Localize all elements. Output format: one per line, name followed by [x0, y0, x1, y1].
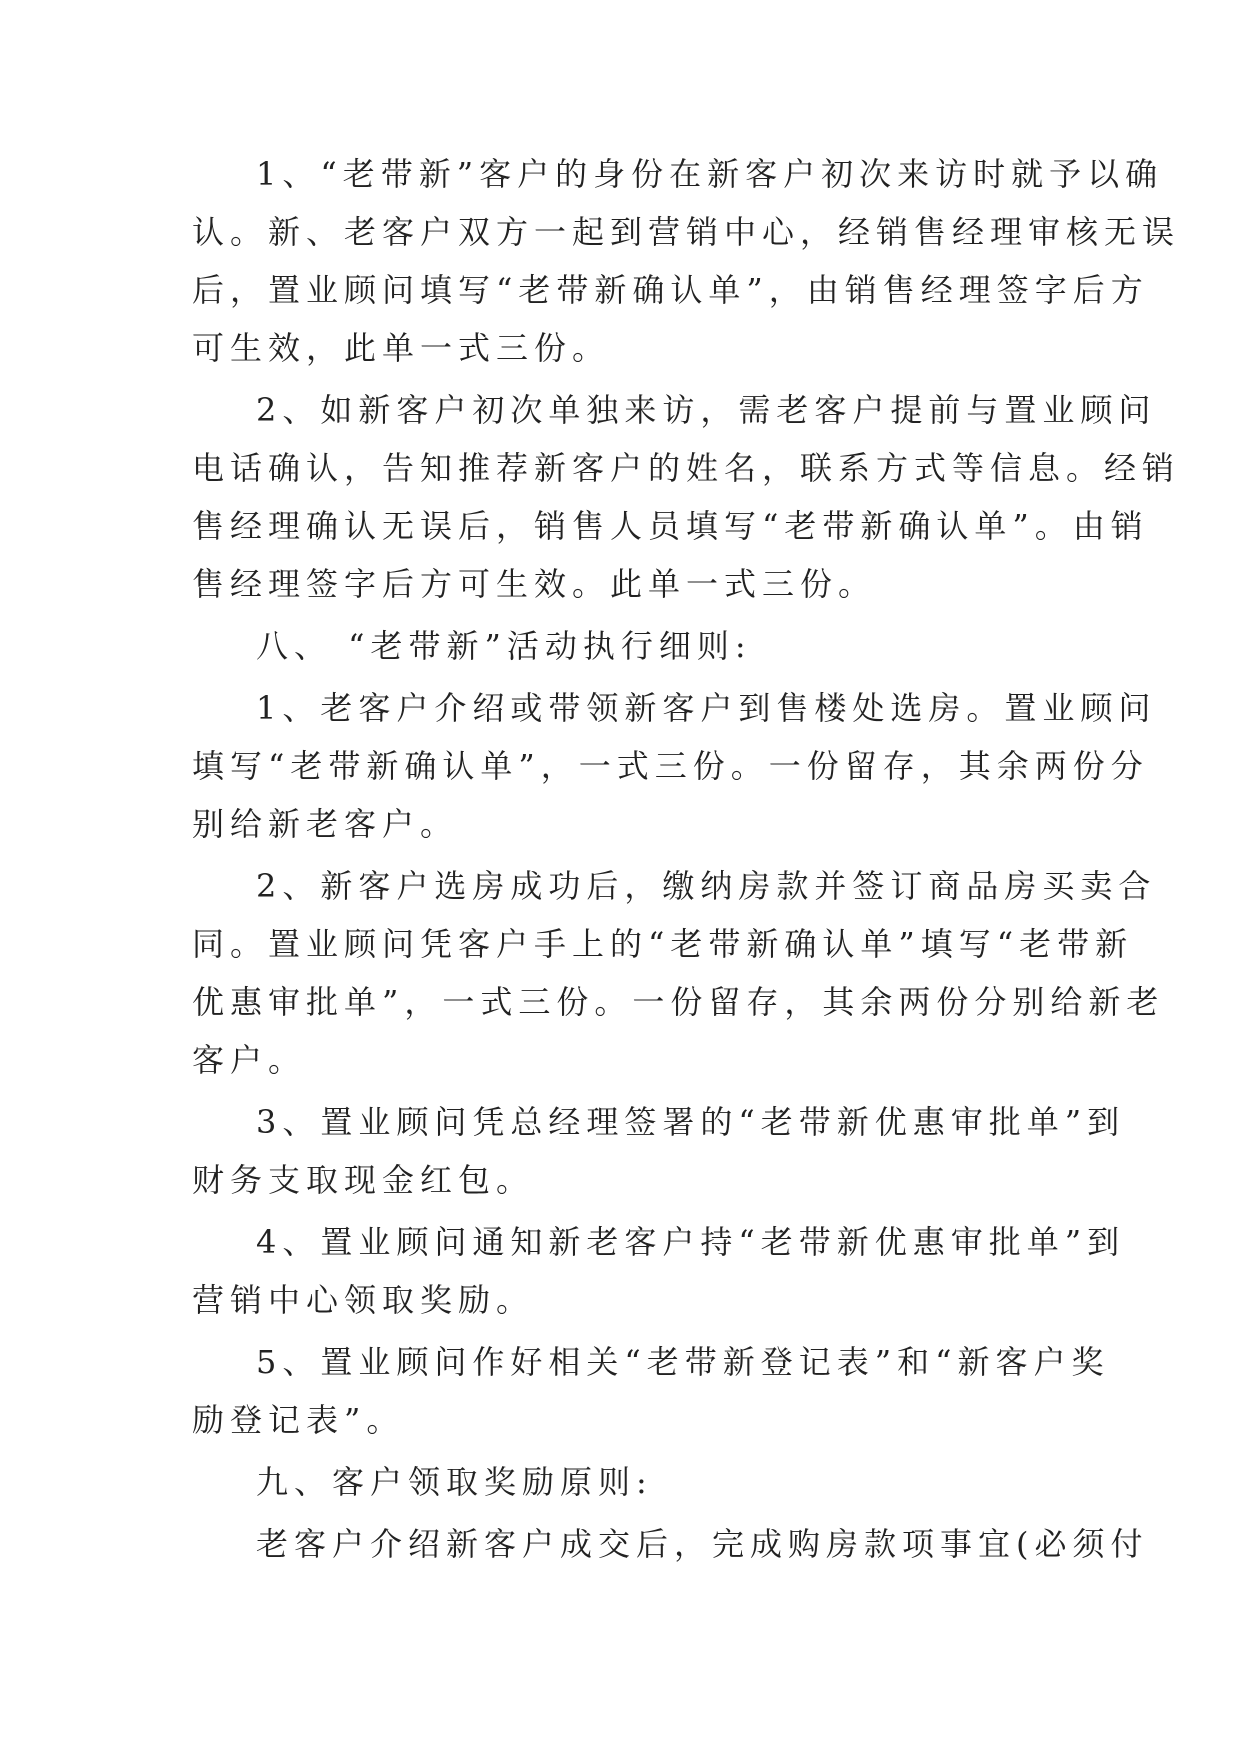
text-line: 优惠审批单”，一式三份。一份留存，其余两份分别给新老 [192, 983, 1165, 1021]
section-heading: 九、客户领取奖励原则: [256, 1463, 653, 1501]
text-line: 后，置业顾问填写“老带新确认单”，由销售经理签字后方 [192, 271, 1149, 309]
text-line: 励登记表”。 [192, 1401, 405, 1439]
document-body [192, 155, 1181, 1563]
text-line: 3、置业顾问凭总经理签署的“老带新优惠审批单”到 [256, 1103, 1126, 1141]
text-line: 别给新老客户。 [192, 805, 459, 843]
text-line: 2、新客户选房成功后，缴纳房款并签订商品房买卖合 [256, 867, 1157, 905]
text-line: 售经理确认无误后，销售人员填写“老带新确认单”。由销 [192, 507, 1149, 545]
text-line: 填写“老带新确认单”，一式三份。一份留存，其余两份分 [192, 747, 1149, 785]
text-line: 售经理签字后方可生效。此单一式三份。 [192, 565, 877, 603]
text-line: 营销中心领取奖励。 [192, 1281, 535, 1319]
text-line: 同。置业顾问凭客户手上的“老带新确认单”填写“老带新 [192, 925, 1134, 963]
text-line: 财务支取现金红包。 [192, 1161, 535, 1199]
text-line: 老客户介绍新客户成交后，完成购房款项事宜(必须付 [256, 1525, 1149, 1563]
text-line: 4、置业顾问通知新老客户持“老带新优惠审批单”到 [256, 1223, 1126, 1261]
text-line: 1、“老带新”客户的身份在新客户初次来访时就予以确 [256, 155, 1164, 193]
text-line: 客户。 [192, 1041, 307, 1079]
text-line: 认。新、老客户双方一起到营销中心，经销售经理审核无误 [192, 213, 1181, 251]
text-line: 1、老客户介绍或带领新客户到售楼处选房。置业顾问 [256, 689, 1157, 727]
text-line: 可生效，此单一式三份。 [192, 329, 611, 367]
section-heading: 八、 “老带新”活动执行细则: [256, 627, 752, 665]
text-line: 2、如新客户初次单独来访，需老客户提前与置业顾问 [256, 391, 1157, 429]
text-line: 5、置业顾问作好相关“老带新登记表”和“新客户奖 [256, 1343, 1110, 1381]
text-line: 电话确认，告知推荐新客户的姓名，联系方式等信息。经销 [192, 449, 1181, 487]
